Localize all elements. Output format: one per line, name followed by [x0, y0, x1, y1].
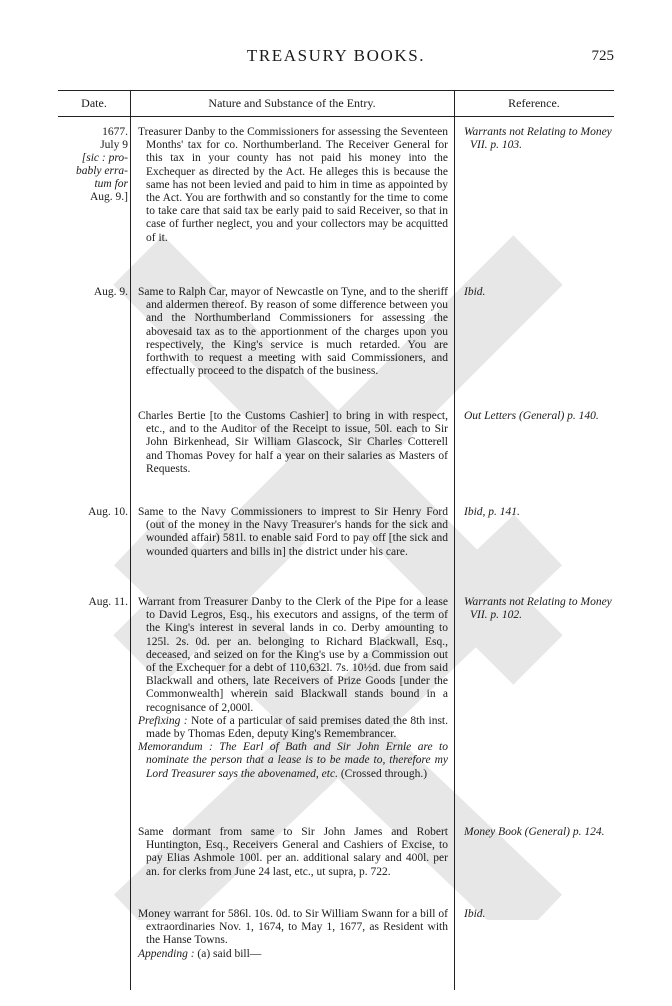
prefixing-text: Note of a particular of said premises dated the 8th inst. made by Thomas Eden, deputy King's Remembrancer.: [146, 714, 449, 741]
appending-label: Appending :: [138, 947, 195, 960]
column-divider-date: [130, 90, 131, 990]
entry-text: Same to Ralph Car, mayor of Newcastle on Tyne, and to the sheriff and aldermen thereof. By reason of some difference between you and the Northumberland Commissioners for assessing the abovesaid tax as to the apportionment of the charges upon you respectively, the King's service is much retarded. You are forthwith to request a meeting with said Commissioners, and effectually proceed to the dispatch of the business.: [138, 286, 448, 378]
running-title: TREASURY BOOKS.: [246, 46, 426, 65]
table-header-rule: [58, 116, 614, 117]
appending-text: (a) said bill—: [197, 947, 262, 960]
prefixing-label: Prefixing :: [138, 714, 188, 727]
entry-text: Charles Bertie [to the Customs Cashier] to bring in with respect, etc., and to the Auditor of the Receipt to issue, 50l. each to Sir John Birkenhead, Sir William Glascock, Sir Charles Cotterell and Thomas Povey for half a year on their salaries as Masters of Requests.: [138, 410, 448, 475]
entry-date-day: July 9: [100, 139, 128, 151]
entry-date-note: Aug. 9.]: [89, 191, 128, 203]
entry-reference: Ibid.: [464, 908, 486, 920]
page-number: 725: [591, 48, 614, 64]
entry-date: Aug. 9.: [93, 286, 128, 298]
entry-reference: Out Letters (General) p. 140.: [464, 410, 599, 422]
entry-text: Same to the Navy Commissioners to imprest to Sir Henry Ford (out of the money in the Navy Treasurer's hands for the sick and wounded affair) 581l. to enable said Ford to pay off [the sick and wounded quarters and bills in] the district under his care.: [138, 506, 448, 558]
entry-reference: Warrants not Relating to Money VII. p. 103.: [464, 126, 612, 151]
entry-date-note: bably erra-: [75, 165, 128, 177]
entry-text: Same dormant from same to Sir John James and Robert Huntington, Esq., Receivers General and Cashiers of Excise, to pay Elias Ashmole 100l. per an. additional salary and 400l. per an. for clerks from June 24 last, etc., ut supra, p. 722.: [138, 826, 448, 878]
entry-date-note: [sic : pro-: [81, 152, 128, 164]
entry-date: [60, 126, 128, 204]
entry-reference: Ibid.: [464, 286, 486, 298]
entry-date: Aug. 10.: [88, 506, 128, 518]
memorandum-text: The Earl of Bath and Sir John Ernle are to nominate the person that a lease is to be made to, therefore my Lord Treasurer says the abovenamed, etc.: [146, 741, 448, 780]
table-top-rule: [58, 90, 614, 91]
page-header: [0, 46, 672, 72]
column-header-reference: Reference.: [508, 96, 560, 110]
memorandum-label: Memorandum :: [138, 741, 213, 754]
column-header-date: Date.: [81, 96, 107, 110]
entry-text: Warrant from Treasurer Danby to the Clerk of the Pipe for a lease to David Legros, Esq., his executors and assigns, of the term of the King's interest in several lands in co. Derby amounting to 125l. 2s. 0d. per an. belonging to Richard Blackwall, Esq., deceased, and seized on for the King's use by a Commission out of the Exchequer for a debt of 110,632l. 7s. 10½d. due from said Blackwall and others, late Receivers of Prize Goods [under the Commonwealth] wherein said Blackwall stands bound in a recognisance of 2,000l. Prefixing : Note of a particular of said premises dated the 8th inst. made by Thomas Eden, deputy King's Remembrancer. Memorandum : The Earl of Bath and Sir John Ernle are to nominate the person that a lease is to be made to, therefore my Lord Treasurer says the abovenamed, etc. (Crossed through.): [138, 596, 449, 780]
entry-date-year: 1677.: [102, 126, 128, 138]
entry-reference: Ibid, p. 141.: [464, 506, 520, 518]
entry-reference: Money Book (General) p. 124.: [464, 826, 605, 838]
column-divider-reference: [454, 90, 455, 990]
entries-table: [58, 90, 614, 990]
entry-date: Aug. 11.: [88, 596, 128, 608]
entry-text: Money warrant for 586l. 10s. 0d. to Sir William Swann for a bill of extraordinaries Nov. 1, 1674, to May 1, 1677, as Resident with the Hanse Towns. Appending : (a) said bill—: [138, 908, 448, 960]
column-header-nature: Nature and Substance of the Entry.: [208, 96, 376, 110]
memorandum-tail: (Crossed through.): [340, 767, 428, 780]
entry-text: Treasurer Danby to the Commissioners for assessing the Seventeen Months' tax for co. Northumberland. The Receiver General for this tax in your county has not paid his money into the Exchequer as directed by the Act. He alleges this is because the same has not been levied and paid to him in time as appointed by the Act. You are forthwith and so constantly for the time to come to take care that said tax be early paid to said Receiver, so that in case of further neglect, you and your collectors may be acquitted of it.: [138, 126, 448, 244]
entry-date-note: tum for: [94, 178, 128, 190]
entry-reference: Warrants not Relating to Money VII. p. 102.: [464, 596, 612, 621]
